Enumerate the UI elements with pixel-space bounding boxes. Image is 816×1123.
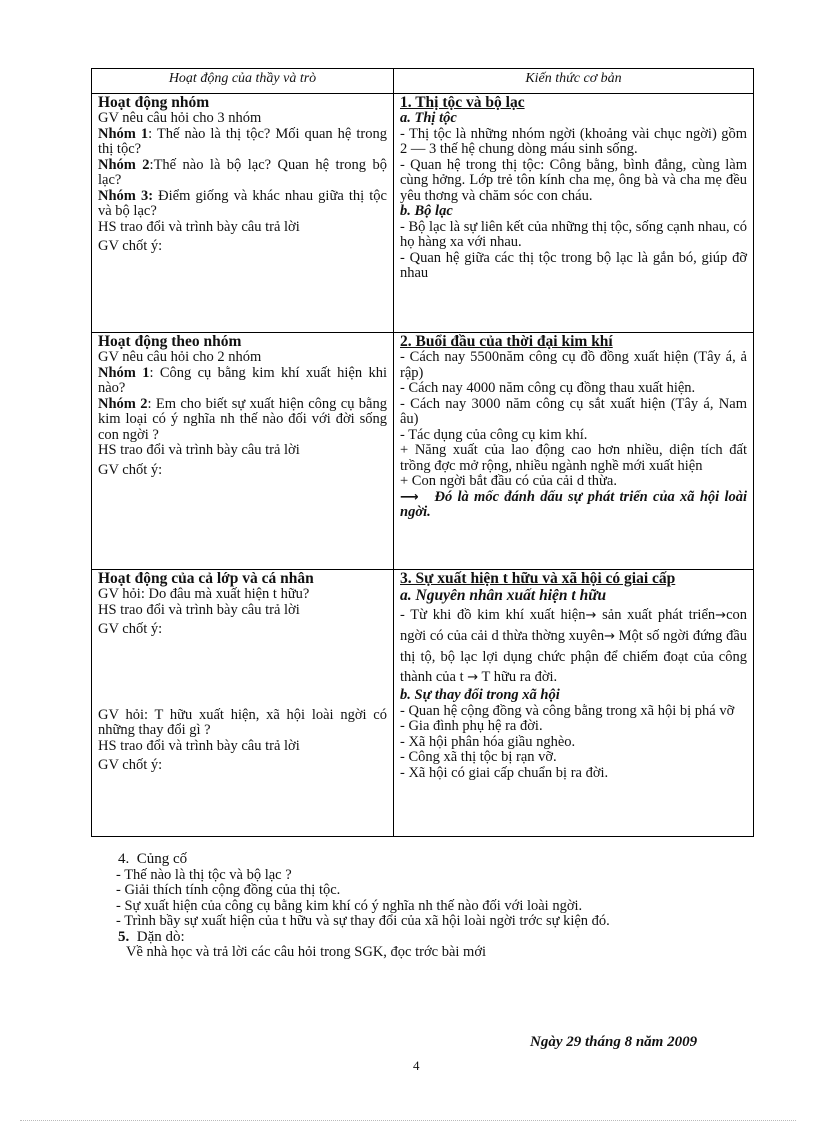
review-title: Củng cố xyxy=(136,851,188,867)
table-header-row xyxy=(92,69,754,94)
knowledge-line: - Công xã thị tộc bị rạn vỡ. xyxy=(400,749,557,765)
knowledge-line: - Quan hệ trong thị tộc: Công bằng, bình đẳng, cùng làm cùng hởng. Lớp trẻ tôn kính cha mẹ, ông bà và cha mẹ đều yêu thơng và chăm sóc con cháu. xyxy=(400,156,747,204)
knowledge-line: + Năng xuất của lao động cao hơn nhiều, diện tích đất trồng đợc mở rộng, nhiều ngành nghề mới xuất hiện xyxy=(400,442,747,474)
group-question xyxy=(98,397,387,444)
conclusion-line xyxy=(400,490,747,521)
review-number: 4. xyxy=(118,851,130,867)
arrow-right-icon: → xyxy=(604,629,615,644)
section-title: 2. Buổi đầu của thời đại kim khí xyxy=(400,333,613,350)
group-question xyxy=(98,158,387,189)
activity-title: Hoạt động theo nhóm xyxy=(98,333,242,350)
activity-line: HS trao đổi và trình bày câu trả lời xyxy=(98,218,300,235)
activity-line: GV chốt ý: xyxy=(98,238,163,254)
group-label: Nhóm 1 xyxy=(98,364,150,381)
homework-heading xyxy=(118,930,758,946)
section-title: 3. Sự xuất hiện t hữu và xã hội có giai cấp xyxy=(400,570,676,587)
knowledge-line: - Xã hội phân hóa giầu nghèo. xyxy=(400,733,576,750)
activity-line: HS trao đổi và trình bày câu trả lời xyxy=(98,737,300,754)
group-text: :Thế nào là bộ lạc? Quan hệ trong bộ lạc? xyxy=(98,156,387,188)
conclusion-text: Đó là mốc đánh dấu sự phát triển của xã hội loài ngời. xyxy=(400,488,747,520)
activity-line: GV chốt ý: xyxy=(98,621,163,637)
subsection-title: a. Nguyên nhân xuất hiện t hữu xyxy=(400,587,607,604)
group-label: Nhóm 3: xyxy=(98,187,154,204)
header-teacher-student: Hoạt động của thầy và trò xyxy=(92,69,394,94)
knowledge-line: - Xã hội có giai cấp chuẩn bị ra đời. xyxy=(400,764,609,781)
text-run: con ngời có của cải d thừa thờng xuyên xyxy=(400,607,747,644)
review-item: - Thế nào là thị tộc và bộ lạc ? xyxy=(116,866,292,883)
activity-line: GV nêu câu hỏi cho 3 nhóm xyxy=(98,110,262,126)
knowledge-paragraph xyxy=(400,605,747,688)
activity-cell xyxy=(92,333,394,570)
knowledge-cell xyxy=(394,94,754,333)
knowledge-cell xyxy=(394,570,754,837)
knowledge-line: - Cách nay 3000 năm công cụ sắt xuất hiện (Tây á, Nam âu) xyxy=(400,395,747,427)
page-edge-divider xyxy=(20,1120,796,1121)
knowledge-line: - Tác dụng của công cụ kim khí. xyxy=(400,426,588,443)
group-text: : Em cho biết sự xuất hiện công cụ bằng kim loại có ý nghĩa nh thế nào đối với đời sống con ngời ? xyxy=(98,395,387,443)
arrow-right-icon: → xyxy=(585,608,597,623)
group-text: : Công cụ bằng kim khí xuất hiện khi nào? xyxy=(98,364,387,396)
activity-title: Hoạt động của cả lớp và cá nhân xyxy=(98,570,314,587)
page-number: 4 xyxy=(413,1058,420,1073)
homework-number: 5. xyxy=(118,928,130,945)
group-question xyxy=(98,366,387,397)
table-row xyxy=(92,333,754,570)
review-item: - Trình bầy sự xuất hiện của t hữu và sự thay đổi của xã hội loài ngời trớc sự kiện đó. xyxy=(116,913,610,929)
text-run: T hữu ra đời. xyxy=(478,669,558,685)
activity-line: HS trao đổi và trình bày câu trả lời xyxy=(98,442,300,458)
activity-line: HS trao đổi và trình bày câu trả lời xyxy=(98,601,300,618)
subsection-title: a. Thị tộc xyxy=(400,110,457,126)
activity-line: GV hỏi: T hữu xuất hiện, xã hội loài ngời có những thay đổi gì ? xyxy=(98,706,387,738)
subsection-title: b. Bộ lạc xyxy=(400,203,453,219)
activity-cell xyxy=(92,94,394,333)
homework-text: Về nhà học và trả lời các câu hỏi trong SGK, đọc trớc bài mới xyxy=(126,944,487,960)
arrow-right-icon: → xyxy=(467,670,479,685)
lesson-table xyxy=(91,68,754,837)
arrow-right-icon: → xyxy=(715,608,727,623)
section-title: 1. Thị tộc và bộ lạc xyxy=(400,94,525,111)
text-run: - Từ khi đồ kim khí xuất hiện xyxy=(400,607,586,623)
knowledge-line: - Quan hệ giữa các thị tộc trong bộ lạc là gắn bó, giúp đỡ nhau xyxy=(400,249,747,281)
review-item: - Sự xuất hiện của công cụ bằng kim khí có ý nghĩa nh thế nào đối với loài ngời. xyxy=(116,897,583,914)
group-label: Nhóm 2 xyxy=(98,156,150,173)
activity-title: Hoạt động nhóm xyxy=(98,94,210,111)
group-text: Điểm giống và khác nhau giữa thị tộc và bộ lạc? xyxy=(98,187,387,219)
group-text: : Thế nào là thị tộc? Mối quan hệ trong thị tộc? xyxy=(98,125,387,157)
activity-line: GV chốt ý: xyxy=(98,461,163,478)
knowledge-line: + Con ngời bắt đầu có của cải d thừa. xyxy=(400,473,617,489)
spacer xyxy=(98,638,387,708)
knowledge-line: - Cách nay 5500năm công cụ đồ đồng xuất hiện (Tây á, ả rập) xyxy=(400,349,747,381)
document-date: Ngày 29 tháng 8 năm 2009 xyxy=(530,1034,698,1050)
activity-line: GV hỏi: Do đâu mà xuất hiện t hữu? xyxy=(98,586,310,602)
activity-line: GV chốt ý: xyxy=(98,757,163,773)
subsection-title: b. Sự thay đổi trong xã hội xyxy=(400,687,560,703)
group-question xyxy=(98,189,387,220)
knowledge-line: - Gia đình phụ hệ ra đời. xyxy=(400,718,543,734)
review-item: - Giải thích tính cộng đồng của thị tộc. xyxy=(116,882,341,898)
group-label: Nhóm 2 xyxy=(98,395,148,412)
group-question xyxy=(98,127,387,158)
arrow-right-icon: ⟶ xyxy=(400,489,419,505)
activity-line: GV nêu câu hỏi cho 2 nhóm xyxy=(98,349,262,365)
knowledge-cell xyxy=(394,333,754,570)
text-run: sản xuất phát triển xyxy=(596,607,716,623)
activity-cell xyxy=(92,570,394,837)
knowledge-line: - Thị tộc là những nhóm ngời (khoảng vài chục ngời) gồm 2 — 3 thế hệ chung dòng máu sinh sống. xyxy=(400,125,747,157)
homework-title: Dặn dò: xyxy=(136,928,185,945)
knowledge-line: - Cách nay 4000 năm công cụ đồng thau xuất hiện. xyxy=(400,380,696,396)
review-heading xyxy=(118,852,758,868)
knowledge-line: - Quan hệ cộng đồng và công bằng trong xã hội bị phá vỡ xyxy=(400,702,735,719)
group-label: Nhóm 1 xyxy=(98,125,149,142)
review-section xyxy=(118,852,758,961)
text-run: Một số ngời đứng đầu thị tộ, bộ lạc lợi dụng chức phận để chiếm đoạt của công thành của t xyxy=(400,628,748,685)
header-basic-knowledge: Kiến thức cơ bản xyxy=(394,69,754,94)
table-row xyxy=(92,570,754,837)
table-row xyxy=(92,94,754,333)
knowledge-line: - Bộ lạc là sự liên kết của những thị tộc, sống cạnh nhau, có họ hàng xa với nhau. xyxy=(400,218,747,250)
